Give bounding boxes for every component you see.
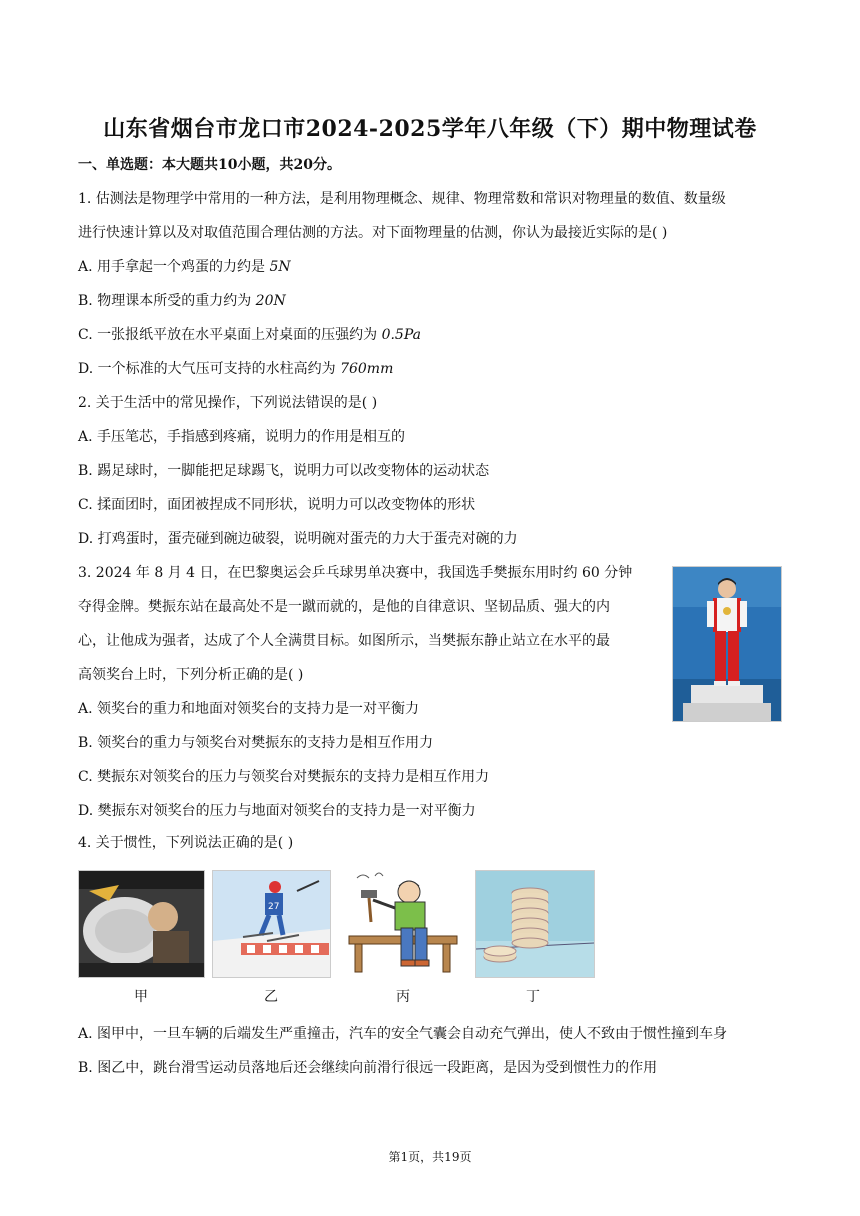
- q2-option-d: D. 打鸡蛋时，蛋壳碰到碗边破裂，说明碗对蛋壳的力大于蛋壳对碗的力: [78, 531, 518, 547]
- figure-jia-airbag: [78, 870, 205, 978]
- q1-stem-line2: 进行快速计算以及对取值范围合理估测的方法。对下面物理量的估测，你认为最接近实际的是( ): [78, 225, 668, 241]
- q1-option-c: [78, 325, 421, 345]
- figure-ding-stack: [475, 870, 595, 978]
- q1-option-c-math: 0.5Pa: [381, 327, 421, 343]
- q3-option-d: D. 樊振东对领奖台的压力与地面对领奖台的支持力是一对平衡力: [78, 803, 476, 819]
- caption-bing: 丙: [396, 989, 410, 1005]
- q1-option-b-math: 20N: [255, 293, 286, 309]
- q2-option-c: C. 揉面团时，面团被捏成不同形状，说明力可以改变物体的形状: [78, 497, 476, 513]
- q2-option-b: B. 踢足球时，一脚能把足球踢飞，说明力可以改变物体的运动状态: [78, 463, 490, 479]
- ski-jump-illustration: [213, 871, 330, 977]
- q1-option-b: [78, 291, 286, 311]
- q4-option-a: A. 图甲中，一旦车辆的后端发生严重撞击，汽车的安全气囊会自动充气弹出，使人不致由于惯性撞到车身: [78, 1026, 728, 1042]
- q1-option-d-math: 760mm: [340, 361, 394, 377]
- q1-stem-line1: 1. 估测法是物理学中常用的一种方法，是利用物理概念、规律、物理常数和常识对物理量的数值、数量级: [78, 191, 726, 207]
- q1-option-a-math: 5N: [269, 259, 291, 275]
- q1-option-d: [78, 359, 393, 379]
- airbag-illustration: [79, 871, 204, 977]
- figure-yi-ski-jump: [212, 870, 331, 978]
- section-heading: 一、单选题：本大题共10小题，共20分。: [78, 157, 341, 173]
- q3-stem-line4: 高领奖台上时，下列分析正确的是( ): [78, 667, 304, 683]
- page-footer: 第1页，共19页: [388, 1150, 472, 1164]
- podium-athlete-illustration: [673, 567, 781, 721]
- q3-stem-line1: 3. 2024 年 8 月 4 日，在巴黎奥运会乒乓球男单决赛中，我国选手樊振东用时约 60 分钟: [78, 565, 633, 581]
- q3-option-b: B. 领奖台的重力与领奖台对樊振东的支持力是相互作用力: [78, 735, 434, 751]
- q3-option-a: A. 领奖台的重力和地面对领奖台的支持力是一对平衡力: [78, 701, 420, 717]
- podium-athlete-photo: [672, 566, 782, 722]
- caption-jia: 甲: [134, 989, 148, 1005]
- q3-option-c: C. 樊振东对领奖台的压力与领奖台对樊振东的支持力是相互作用力: [78, 769, 490, 785]
- skier-bib-number: 27: [268, 902, 280, 912]
- q4-stem: 4. 关于惯性，下列说法正确的是( ): [78, 835, 294, 851]
- figure-bing-hammer: [343, 870, 463, 976]
- hammer-man-illustration: [343, 870, 463, 976]
- q1-option-c-text: C. 一张报纸平放在水平桌面上对桌面的压强约为: [78, 327, 378, 343]
- page-title: 山东省烟台市龙口市2024-2025学年八年级（下）期中物理试卷: [103, 116, 757, 142]
- q1-option-a-text: A. 用手拿起一个鸡蛋的力约是: [78, 259, 266, 275]
- q4-option-b: B. 图乙中，跳台滑雪运动员落地后还会继续向前滑行很远一段距离，是因为受到惯性力的作用: [78, 1060, 658, 1076]
- q1-option-d-text: D. 一个标准的大气压可支持的水柱高约为: [78, 361, 336, 377]
- q1-option-a: [78, 257, 291, 277]
- caption-ding: 丁: [526, 989, 540, 1005]
- q1-option-b-text: B. 物理课本所受的重力约为: [78, 293, 252, 309]
- disc-stack-illustration: [476, 871, 594, 977]
- q3-stem-line2: 夺得金牌。樊振东站在最高处不是一蹴而就的，是他的自律意识、坚韧品质、强大的内: [78, 599, 610, 615]
- caption-yi: 乙: [264, 989, 278, 1005]
- q3-stem-line3: 心，让他成为强者，达成了个人全满贯目标。如图所示，当樊振东静止站立在水平的最: [78, 633, 610, 649]
- q2-stem: 2. 关于生活中的常见操作，下列说法错误的是( ): [78, 395, 378, 411]
- q2-option-a: A. 手压笔芯，手指感到疼痛，说明力的作用是相互的: [78, 429, 406, 445]
